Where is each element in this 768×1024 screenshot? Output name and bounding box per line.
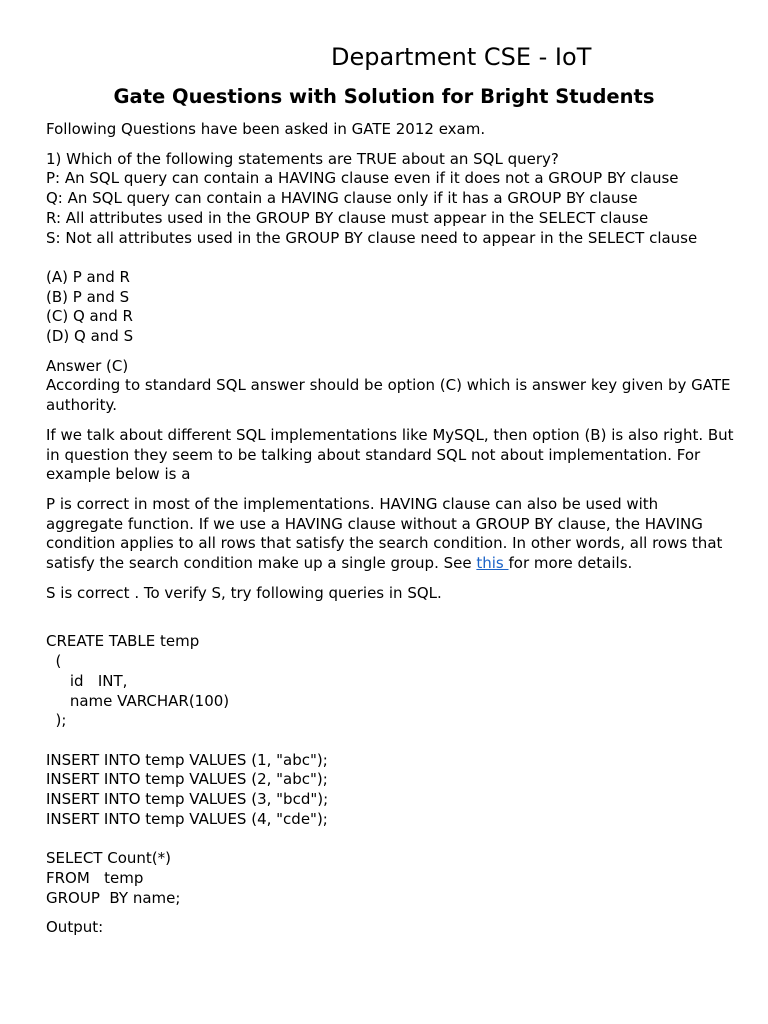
p-statement-paragraph [46,495,736,574]
details-link[interactable]: this [476,554,509,573]
option-c: (C) Q and R [46,307,133,326]
code-line: INSERT INTO temp VALUES (4, "cde"); [46,809,328,828]
option-b: (B) P and S [46,287,130,306]
answer-label: Answer (C) [46,356,129,375]
code-select-query [46,849,736,908]
option-a: (A) P and R [46,267,130,286]
code-line: GROUP BY name; [46,888,181,907]
code-line: FROM temp [46,868,144,887]
statement-q: Q: An SQL query can contain a HAVING clause only if it has a GROUP BY clause [46,189,638,208]
code-line: INSERT INTO temp VALUES (3, "bcd"); [46,790,329,809]
code-line: name VARCHAR(100) [46,691,230,710]
intro-text: Following Questions have been asked in GATE 2012 exam. [46,120,486,138]
code-line: id INT, [46,671,128,690]
p-paragraph-text: P is correct in most of the implementations. HAVING clause can also be used with aggregate function. If we use a HAVING clause without a GROUP BY clause, the HAVING condition applies to all rows that satisfy the search condition. In other words, all rows that satisfy the search condition make up a single group. See [46,494,723,573]
code-insert-statements [46,751,736,830]
statement-p: P: An SQL query can contain a HAVING clause even if it does not a GROUP BY clause [46,169,679,188]
mysql-paragraph: If we talk about different SQL implementations like MySQL, then option (B) is also right. But in question they seem to be talking about standard SQL not about implementation. For example below is a [46,425,734,484]
options-list [46,268,736,347]
question-block [46,150,736,249]
p-paragraph-tail: for more details. [508,554,633,573]
code-line: ); [46,711,67,730]
answer-explanation: According to standard SQL answer should be option (C) which is answer key given by GATE authority. [46,376,731,415]
question-text: 1) Which of the following statements are TRUE about an SQL query? [46,149,559,168]
answer-block [46,357,736,416]
code-line: ( [46,652,62,671]
s-statement-paragraph: S is correct . To verify S, try following queries in SQL. [46,583,442,602]
code-line: INSERT INTO temp VALUES (1, "abc"); [46,750,328,769]
code-line: INSERT INTO temp VALUES (2, "abc"); [46,770,328,789]
code-line: CREATE TABLE temp [46,632,200,651]
statement-r: R: All attributes used in the GROUP BY clause must appear in the SELECT clause [46,208,649,227]
code-create-table [46,632,736,731]
output-label: Output: [46,918,104,937]
document-body [46,120,736,938]
option-d: (D) Q and S [46,327,134,346]
document-title: Gate Questions with Solution for Bright Students [113,85,655,108]
statement-s: S: Not all attributes used in the GROUP BY clause need to appear in the SELECT clause [46,228,698,247]
department-heading: Department CSE - IoT [331,43,592,71]
code-line: SELECT Count(*) [46,849,171,868]
